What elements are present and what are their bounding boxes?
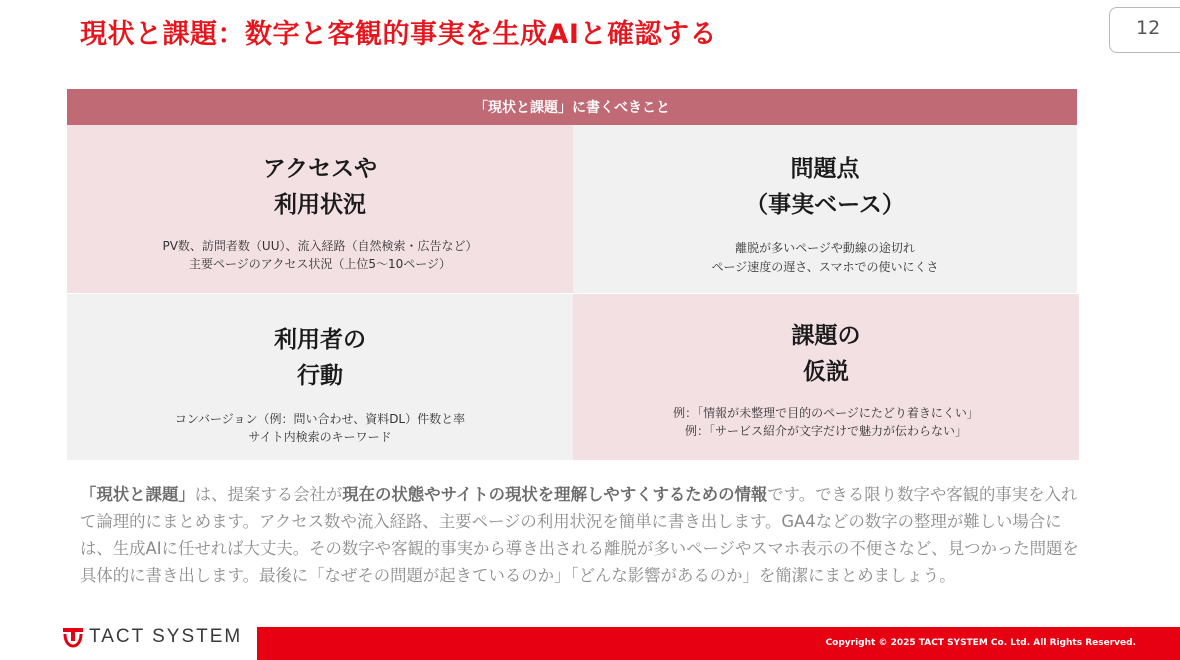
footer-bar [257,627,1180,660]
company-logo [63,625,242,649]
cell-description [711,239,938,277]
tact-system-logo-mark-icon [63,626,83,648]
cell-description [162,237,477,273]
cell-desc-line1: PV数、訪問者数（UU）、流入経路（自然検索・広告など） [162,239,478,253]
logo-text: TACT SYSTEM [89,626,243,647]
cell-desc-line1: コンバージョン（例：問い合わせ、資料DL）件数と率 [174,412,466,426]
cell-hypothesis [573,294,1079,460]
page-number: 12 [1109,7,1180,53]
cell-description [175,410,465,446]
body-bold-emphasis: 現在の状態やサイトの現状を理解しやすくするための情報 [342,485,768,504]
body-paragraph [80,481,1090,589]
cell-title-line1: 問題点 [790,156,860,182]
cell-desc-line2: サイト内検索のキーワード [248,430,392,444]
body-text-segment: です。できる限り数字や客観的事実を入れて論理的にまとめます。アクセス数や流入経路、主要ページの利用状況を簡単に書き出します。GA4などの数字の整理が難しい場合には、生成AIに任せれば大丈夫。その数字や客観的事実から導き出される離脱が多いページやスマホ表示の不便さなど、見つかった問題を具体的に書き出します。最後に「なぜその問題が起きているのか」「どんな影響があるのか」を簡潔にまとめましょう。 [80,485,1079,585]
cell-title-line1: 利用者の [274,327,366,353]
cell-problems [573,125,1077,293]
cell-title-line2: 利用状況 [274,192,366,218]
cell-desc-line2: ページ速度の遅さ、スマホでの使いにくさ [711,260,939,274]
copyright-text: Copyright © 2025 TACT SYSTEM Co. Ltd. All Rights Reserved. [825,638,1136,648]
cell-title-line1: アクセスや [262,156,378,182]
slide-title: 現状と課題：数字と客観的事実を生成AIと確認する [80,19,717,50]
cell-access-usage [67,125,573,293]
cell-desc-line1: 例：「情報が未整理で目的のページにたどり着きにくい」 [673,406,979,420]
cell-description [673,404,979,440]
cell-desc-line2: 主要ページのアクセス状況（上位5〜10ページ） [188,257,452,271]
cell-title-line2: 仮説 [803,359,849,385]
cell-desc-line1: 離脱が多いページや動線の途切れ [735,241,915,255]
body-text-segment: は、提案する会社が [194,485,343,504]
cell-title-line2: 行動 [297,363,343,389]
cell-desc-line2: 例：「サービス紹介が文字だけで魅力が伝わらない」 [684,424,967,438]
cell-title-line1: 課題の [791,323,861,349]
cell-title-line2: （事実ベース） [745,192,905,218]
body-bold-term: 「現状と課題」 [80,485,195,504]
cell-user-behavior [67,294,573,460]
table-header: 「現状と課題」に書くべきこと [67,89,1077,125]
